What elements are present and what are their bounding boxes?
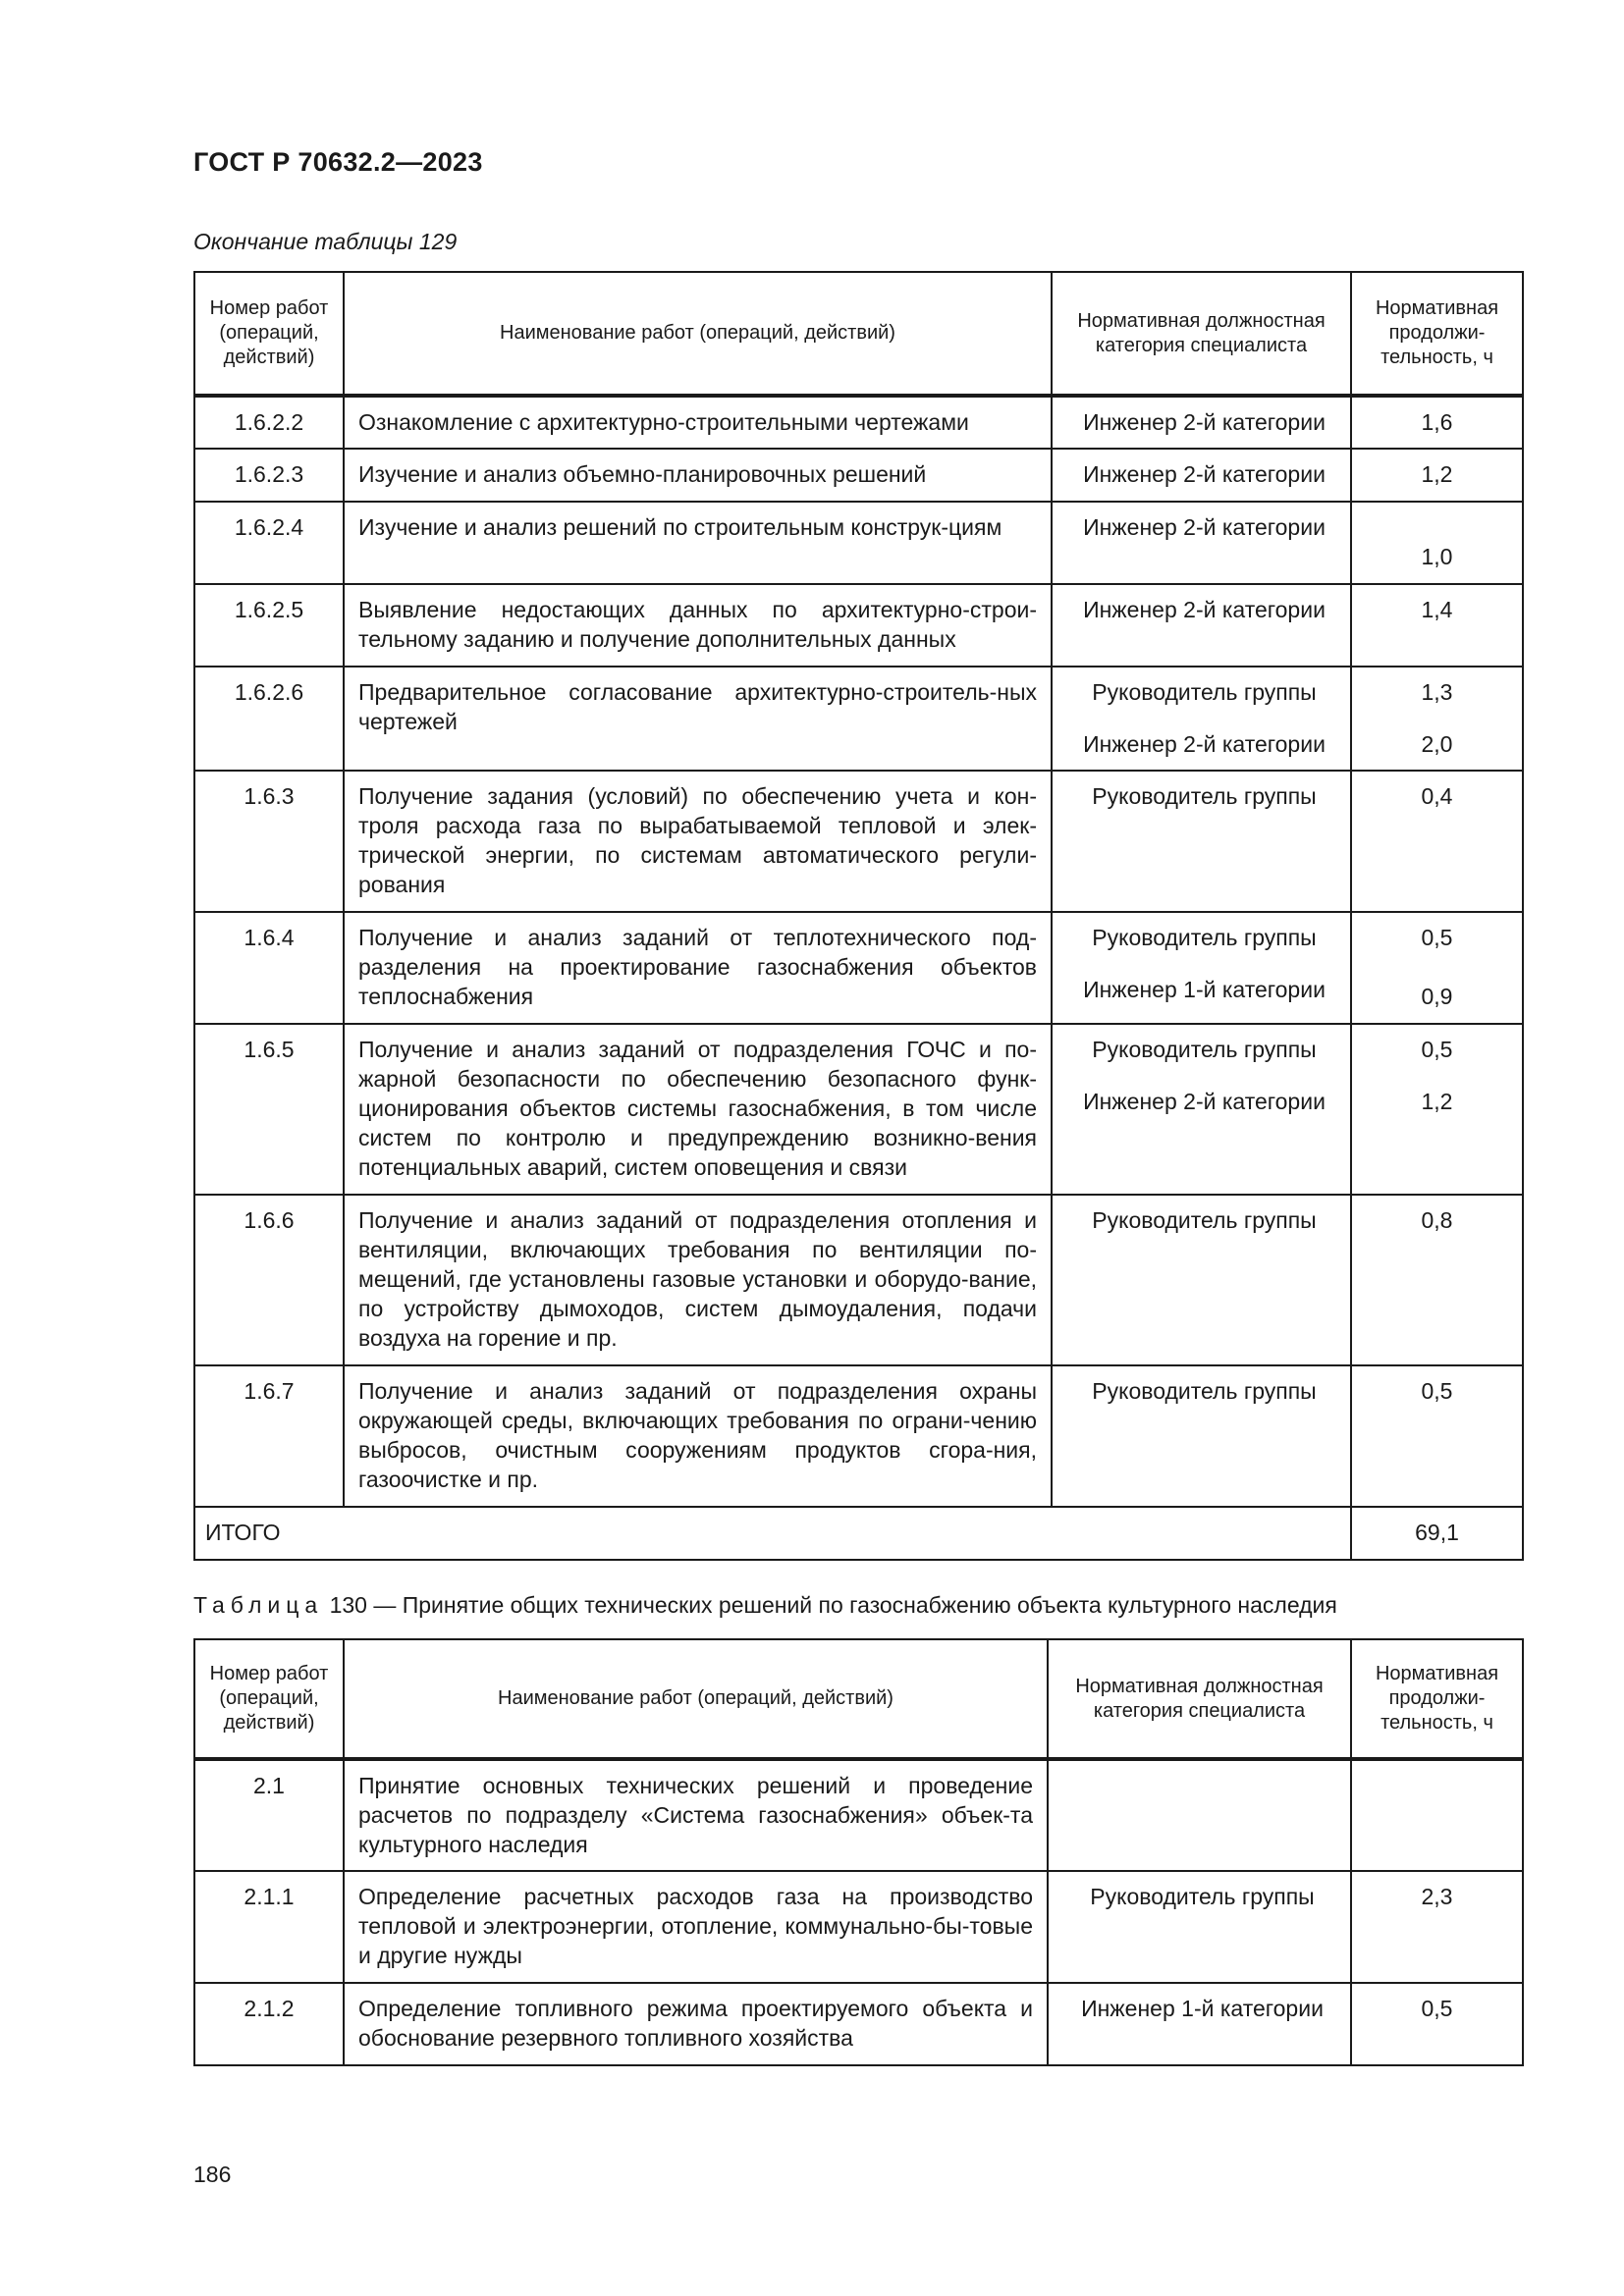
row-duration: 1,4 — [1351, 584, 1523, 667]
column-header-duration: Нормативная продолжи-тельность, ч — [1351, 272, 1523, 396]
row-specialist: Инженер 2-й категории — [1052, 584, 1351, 667]
column-header-duration: Нормативная продолжи-тельность, ч — [1351, 1639, 1523, 1759]
row-name: Определение топливного режима проектируемого объекта и обоснование резервного топливного хозяйства — [344, 1983, 1048, 2065]
row-name: Получение задания (условий) по обеспечению учета и кон-троля расхода газа по вырабатываемой тепловой и элек-трической энергии, по системам автоматического регули-рования — [344, 771, 1052, 912]
row-specialist: Руководитель группы Инженер 2-й категории — [1052, 667, 1351, 771]
row-duration: 1,6 — [1351, 396, 1523, 449]
row-number: 1.6.5 — [194, 1024, 344, 1195]
table-130-caption-prefix: Таблица — [193, 1592, 324, 1618]
column-header-name: Наименование работ (операций, действий) — [344, 272, 1052, 396]
table-row — [194, 667, 1523, 771]
table-row — [194, 1759, 1523, 1871]
table-row — [194, 1365, 1523, 1507]
row-name: Получение и анализ заданий от подразделения охраны окружающей среды, включающих требования по ограни-чению выбросов, очистным сооружениям продуктов сгора-ния, газоочистке и пр. — [344, 1365, 1052, 1507]
row-duration: 0,4 — [1351, 771, 1523, 912]
row-duration: 0,5 1,2 — [1351, 1024, 1523, 1195]
table-130 — [193, 1638, 1524, 2066]
row-name: Изучение и анализ решений по строительным конструк-циям — [344, 502, 1052, 584]
row-specialist: Руководитель группы — [1048, 1871, 1351, 1983]
table-130-caption — [193, 1592, 1337, 1619]
row-number: 2.1 — [194, 1759, 344, 1871]
table-row — [194, 1983, 1523, 2065]
row-specialist: Руководитель группы — [1052, 1195, 1351, 1365]
column-header-specialist: Нормативная должностная категория специалиста — [1048, 1639, 1351, 1759]
column-header-specialist: Нормативная должностная категория специалиста — [1052, 272, 1351, 396]
row-duration — [1351, 1759, 1523, 1871]
row-name: Определение расчетных расходов газа на производство тепловой и электроэнергии, отопление, коммунально-бы-товые и другие нужды — [344, 1871, 1048, 1983]
row-name: Принятие основных технических решений и проведение расчетов по подразделу «Система газоснабжения» объек-та культурного наследия — [344, 1759, 1048, 1871]
row-specialist: Инженер 2-й категории — [1052, 396, 1351, 449]
row-duration: 0,5 — [1351, 1983, 1523, 2065]
row-specialist: Инженер 2-й категории — [1052, 502, 1351, 584]
table-130-caption-text: 130 — Принятие общих технических решений по газоснабжению объекта культурного наследия — [329, 1592, 1337, 1618]
row-number: 2.1.2 — [194, 1983, 344, 2065]
page-number: 186 — [193, 2162, 232, 2187]
row-specialist — [1048, 1759, 1351, 1871]
row-specialist: Инженер 2-й категории — [1052, 449, 1351, 502]
row-name: Выявление недостающих данных по архитектурно-строи-тельному заданию и получение дополнительных данных — [344, 584, 1052, 667]
row-duration: 1,0 — [1351, 502, 1523, 584]
table-129 — [193, 271, 1524, 1561]
row-name: Предварительное согласование архитектурно-строитель-ных чертежей — [344, 667, 1052, 771]
row-specialist: Руководитель группы — [1052, 1365, 1351, 1507]
row-duration: 1,2 — [1351, 449, 1523, 502]
table-row — [194, 584, 1523, 667]
total-row — [194, 1507, 1523, 1560]
total-value: 69,1 — [1351, 1507, 1523, 1560]
total-label: ИТОГО — [194, 1507, 1351, 1560]
row-specialist: Инженер 1-й категории — [1048, 1983, 1351, 2065]
row-number: 1.6.2.6 — [194, 667, 344, 771]
row-specialist: Руководитель группы — [1052, 771, 1351, 912]
table-row — [194, 396, 1523, 449]
column-header-number: Номер работ (операций, действий) — [194, 1639, 344, 1759]
table-row — [194, 912, 1523, 1024]
row-duration: 1,3 2,0 — [1351, 667, 1523, 771]
row-duration: 2,3 — [1351, 1871, 1523, 1983]
row-specialist: Руководитель группы Инженер 2-й категории — [1052, 1024, 1351, 1195]
row-name: Получение и анализ заданий от подразделения отопления и вентиляции, включающих требования по вентиляции по-мещений, где установлены газовые установки и оборудо-вание, по устройству дымоходов, систем дымоудаления, подачи воздуха на горение и пр. — [344, 1195, 1052, 1365]
row-number: 1.6.2.3 — [194, 449, 344, 502]
table-row — [194, 1195, 1523, 1365]
row-number: 1.6.7 — [194, 1365, 344, 1507]
table-row — [194, 502, 1523, 584]
row-number: 1.6.2.5 — [194, 584, 344, 667]
row-number: 1.6.3 — [194, 771, 344, 912]
row-number: 2.1.1 — [194, 1871, 344, 1983]
row-number: 1.6.4 — [194, 912, 344, 1024]
page-header: ГОСТ Р 70632.2—2023 — [193, 147, 483, 177]
row-duration: 0,8 — [1351, 1195, 1523, 1365]
row-duration: 0,5 — [1351, 1365, 1523, 1507]
row-number: 1.6.2.2 — [194, 396, 344, 449]
column-header-number: Номер работ (операций, действий) — [194, 272, 344, 396]
row-specialist: Руководитель группы Инженер 1-й категории — [1052, 912, 1351, 1024]
column-header-name: Наименование работ (операций, действий) — [344, 1639, 1048, 1759]
row-number: 1.6.2.4 — [194, 502, 344, 584]
table-129-caption: Окончание таблицы 129 — [193, 229, 458, 254]
table-row — [194, 771, 1523, 912]
table-row — [194, 1024, 1523, 1195]
row-name: Получение и анализ заданий от теплотехнического под-разделения на проектирование газоснабжения объектов теплоснабжения — [344, 912, 1052, 1024]
row-duration: 0,5 0,9 — [1351, 912, 1523, 1024]
table-row — [194, 1871, 1523, 1983]
row-number: 1.6.6 — [194, 1195, 344, 1365]
row-name: Ознакомление с архитектурно-строительными чертежами — [344, 396, 1052, 449]
row-name: Изучение и анализ объемно-планировочных решений — [344, 449, 1052, 502]
row-name: Получение и анализ заданий от подразделения ГОЧС и по-жарной безопасности по обеспечению безопасного функ-ционирования объектов системы газоснабжения, в том числе систем по контролю и предупреждению возникно-вения потенциальных аварий, систем оповещения и связи — [344, 1024, 1052, 1195]
table-row — [194, 449, 1523, 502]
